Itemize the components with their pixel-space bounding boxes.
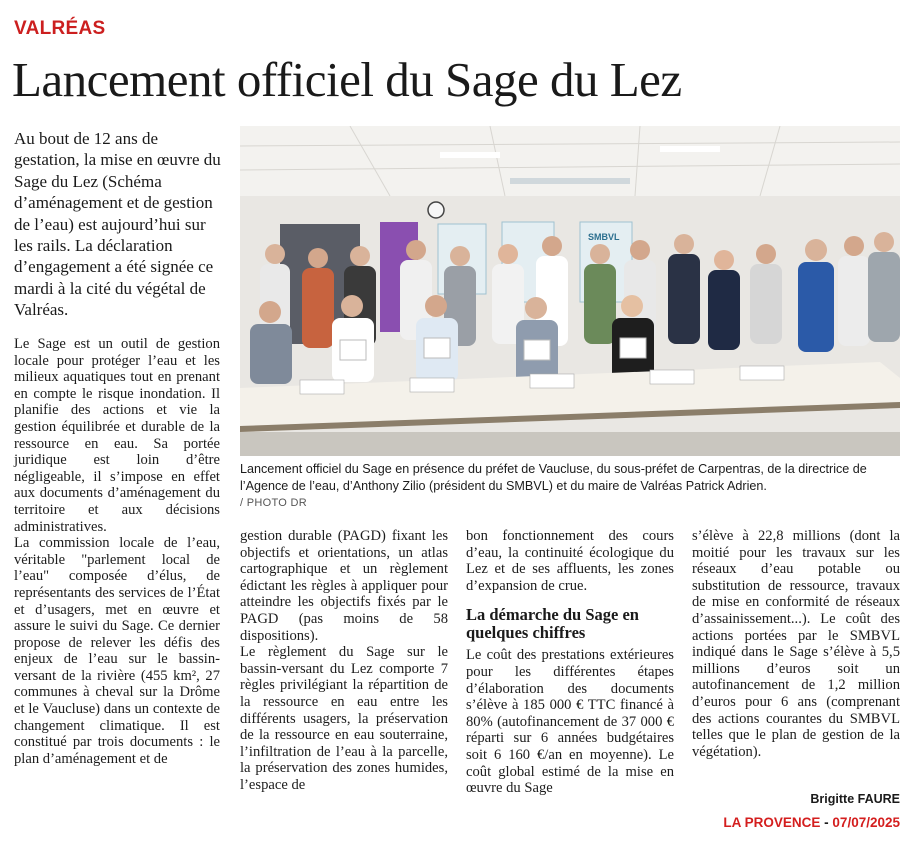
source-line [723,815,900,830]
column-3 [466,528,674,797]
article-photo [240,126,900,456]
photo-credit: / PHOTO DR [240,497,307,509]
section-subhead: La démarche du Sage en quelques chiffres [466,605,639,642]
publication-name: LA PROVENCE [723,815,821,830]
body-paragraph: Le Sage est un outil de gestion locale pour protéger l’eau et les milieux aquatiques tout en prenant en compte le risque inondation. Il planifie des actions et vie la gestion équilibrée et durable de la ressource en eau. Sa portée juridique est loin d’être négligeable, il s’impose en effet aux documents d’aménagement du territoire et aux décisions administratives. [14,336,220,535]
body-paragraph: Le règlement du Sage sur le bassin-versant du Lez comporte 7 règles privilégiant la répartition de la ressource en eau entre les différents usagers, la préservation de la ressource en eau souterraine, l’infiltration de l’eau à la parcelle, la préservation des zones humides, l’espace de [240,644,448,793]
author-byline: Brigitte FAURE [810,792,900,806]
body-paragraph: gestion durable (PAGD) fixant les objectifs et orientations, un atlas cartographique et un règlement édictant les règles à appliquer pour atteindre les objectifs fixés par le PAGD (pas moins de 58 dispositions). [240,528,448,644]
article-lede: Au bout de 12 ans de gestation, la mise en œuvre du Sage du Lez (Schéma d’aménagement et de gestion de l’eau) est aujourd’hui sur les rails. La déclaration d’engagement a été signée ce mardi à la cité du végétal de Valréas. [14,129,221,320]
source-separator: - [820,815,833,830]
banner-text: SMBVL [588,232,620,242]
column-2 [240,528,448,794]
body-paragraph: Le coût des prestations extérieures pour les différentes étapes d’élaboration des documents s’élève à 185 000 € TTC financé à 80% (autofinancement de 37 000 € réparti sur 6 années budgétaires soit 6 160 €/an en moyenne). Le coût global estimé de la mise en œuvre du Sage [466,647,674,797]
column-4 [692,528,900,760]
body-paragraph: bon fonctionnement des cours d’eau, la continuité écologique du Lez et de ses affluents, les zones d’expansion de crue. [466,528,674,594]
article-headline: Lancement officiel du Sage du Lez [12,52,682,107]
publication-date: 07/07/2025 [832,815,900,830]
column-1 [14,336,220,767]
body-paragraph: s’élève à 22,8 millions (dont la moitié pour les travaux sur les réseaux d’eau potable ou substitution de ressource, travaux de mise en conformité de réseaux d’assainissement...). Le coût des actions portées par le SMBVL indiqué dans le Sage s’élève à 5,5 millions d’euros soit un autofinancement de 1,2 million d’euros pour 6 ans (comprenant des actions courantes du SMBVL telles que le plan de gestion de la végétation). [692,528,900,760]
body-paragraph: La commission locale de l’eau, véritable "parlement local de l’eau" composée d’élus, de représentants des services de l’État et d’usagers, met en œuvre et assure le suivi du Sage. Ce dernier propose de relever les défis des enjeux de l’eau sur le bassin-versant de la rivière (455 km², 27 communes à cheval sur la Drôme et le Vaucluse) dans un contexte de changement climatique. Il est constitué par trois documents : le plan d’aménagement et de [14,535,220,767]
photo-caption: Lancement officiel du Sage en présence du préfet de Vaucluse, du sous-préfet de Carpentras, de la directrice de l’Agence de l’eau, d’Anthony Zilio (président du SMBVL) et du maire de Valréas Patrick Adrien. [240,462,867,493]
section-kicker: VALRÉAS [14,18,106,39]
